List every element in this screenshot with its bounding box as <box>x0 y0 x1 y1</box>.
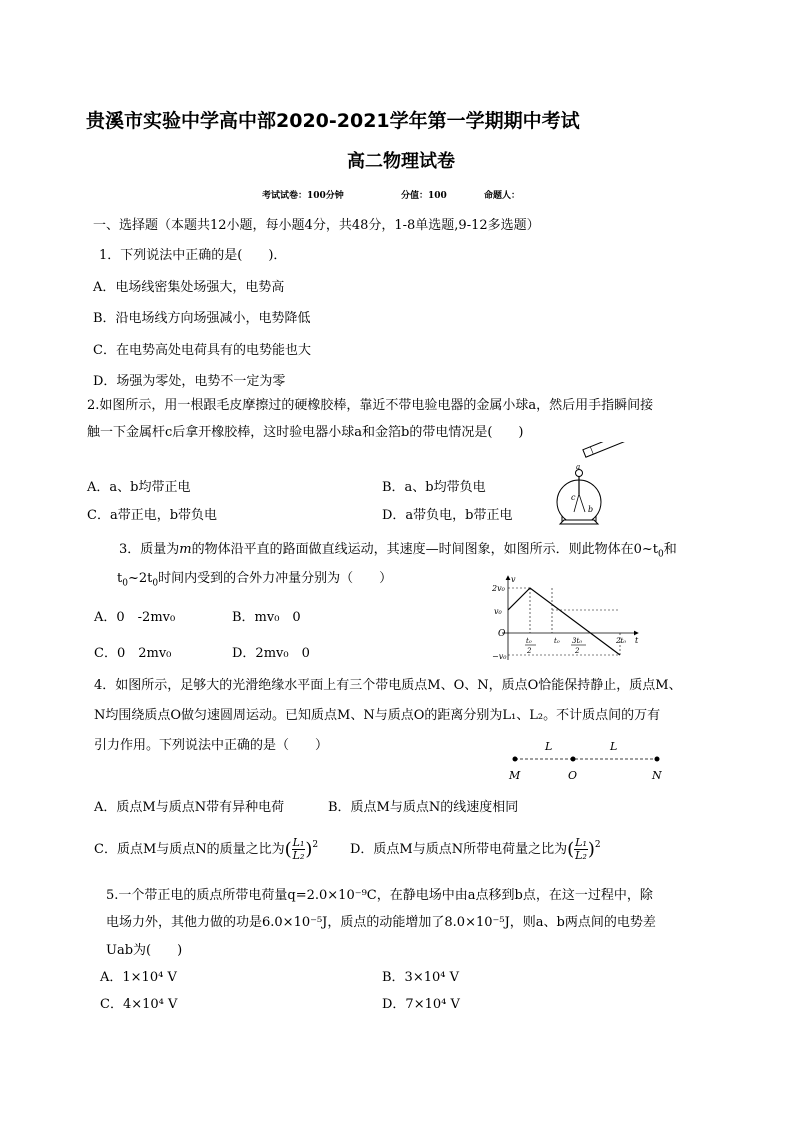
q5-option-c: C．4×10⁴ V <box>100 997 178 1012</box>
q2-option-b: B．a、b均带负电 <box>382 480 486 495</box>
origin-label: O <box>498 629 506 639</box>
label-O: O <box>568 769 578 782</box>
meta-author: 命题人： <box>484 191 521 201</box>
tick-t0: t₀ <box>554 637 560 645</box>
tick-2t0: 2t₀ <box>616 637 627 645</box>
label-c: c <box>571 493 576 502</box>
section-heading: 一、选择题（本题共12小题，每小题4分，共48分，1-8单选题,9-12多选题） <box>93 218 540 233</box>
label-N: N <box>652 769 662 782</box>
q4-line1: 4．如图所示，足够大的光滑绝缘水平面上有三个带电质点M、O、N，质点O恰能保持静止，质点M、 <box>94 678 682 693</box>
label-M: M <box>509 769 521 782</box>
q4-line2: N均围绕质点O做匀速圆周运动。已知质点M、N与质点O的距离分别为L₁、L₂。不计质点间的万有 <box>94 708 661 723</box>
tick-v0: v₀ <box>494 607 502 616</box>
rubber-rod <box>583 442 642 457</box>
q3-option-d: D．2mv₀ 0 <box>232 646 310 661</box>
q5-line1: 5.一个带正电的质点所带电荷量q=2.0×10⁻⁹C，在静电场中由a点移到b点，在这一过程中，除 <box>106 888 653 903</box>
t-axis-label: t <box>635 636 639 645</box>
mass-ratio-fraction: $\frac{\text{L₁}}{\text{L₂}}$ <box>292 836 305 862</box>
meta-time: 考试试卷：100分钟 <box>262 191 344 201</box>
q3-option-a: A．0 -2mv₀ <box>94 610 176 625</box>
jar-base <box>560 520 598 524</box>
q3-line1: 3．质量为m的物体沿平直的路面做直线运动，其速度—时间图象，如图所示．则此物体在$0\sim t_0$和 <box>119 542 677 560</box>
q2-line1: 2.如图所示，用一根跟毛皮摩擦过的硬橡胶棒，靠近不带电验电器的金属小球a，然后用手指瞬间接 <box>87 398 654 413</box>
q4-option-d: D．质点M与质点N所带电荷量之比为 ( $\frac{\text{L₁}}{\text{L₂}}$ ) $^2$ <box>350 836 601 862</box>
q1-stem: 1．下列说法中正确的是( )． <box>99 248 287 263</box>
q1-option-d: D．场强为零处，电势不一定为零 <box>93 374 286 389</box>
tick-t0-half-den: 2 <box>527 647 532 655</box>
label-L2: L <box>610 740 618 753</box>
label-L1: L <box>545 740 553 753</box>
q4-line3: 引力作用。下列说法中正确的是（ ） <box>94 738 329 753</box>
label-b: b <box>588 505 594 514</box>
q2-option-d: D．a带负电，b带正电 <box>382 508 513 523</box>
q5-option-b: B．3×10⁴ V <box>382 970 459 985</box>
q2-option-c: C．a带正电，b带负电 <box>87 508 218 523</box>
label-a: a <box>576 463 581 471</box>
tick-2v0: 2v₀ <box>492 584 505 593</box>
charges-figure <box>505 736 675 782</box>
tick-3t0-half-den: 2 <box>575 647 580 655</box>
q5-option-d: D．7×10⁴ V <box>382 997 460 1012</box>
q4-option-a: A．质点M与质点N带有异种电荷 <box>94 800 285 815</box>
q3-option-b: B．mv₀ 0 <box>232 610 301 625</box>
q4-option-b: B．质点M与质点N的线速度相同 <box>328 800 519 815</box>
q5-option-a: A．1×10⁴ V <box>100 970 177 985</box>
tick-3t0-half-num: 3t₀ <box>572 637 583 645</box>
v-axis-label: v <box>511 575 516 584</box>
meta-score: 分值：100 <box>401 191 447 201</box>
q3-option-c: C．0 2mv₀ <box>94 646 172 661</box>
q1-option-a: A．电场线密集处场强大，电势高 <box>93 280 285 295</box>
tick-neg-v0: −v₀ <box>492 652 507 661</box>
velocity-time-graph <box>486 572 646 664</box>
electroscope-figure <box>550 442 650 530</box>
q1-option-c: C．在电势高处电荷具有的电势能也大 <box>93 343 311 358</box>
point-M <box>513 757 518 762</box>
exam-title: 贵溪市实验中学高中部2020-2021学年第一学期期中考试 <box>86 110 580 132</box>
q1-option-b: B．沿电场线方向场强减小，电势降低 <box>93 311 311 326</box>
charge-ratio-fraction: $\frac{\text{L₁}}{\text{L₂}}$ <box>575 836 587 862</box>
exam-subtitle: 高二物理试卷 <box>347 151 455 172</box>
q2-line2: 触一下金属杆c后拿开橡胶棒，这时验电器小球a和金箔b的带电情况是( ) <box>87 425 524 440</box>
point-O <box>571 757 576 762</box>
q5-line2: 电场力外，其他力做的功是6.0×10⁻⁵J，质点的动能增加了8.0×10⁻⁵J，则a、b两点间的电势差 <box>106 915 656 930</box>
q3-line2: $t_0\sim 2t_0$时间内受到的合外力冲量分别为（ ） <box>117 571 393 589</box>
q2-option-a: A．a、b均带正电 <box>87 480 191 495</box>
velocity-line <box>508 588 620 655</box>
q4-option-c: C．质点M与质点N的质量之比为 ( $\frac{\text{L₁}}{\text{L₂}}$ ) $^2$ <box>94 836 319 862</box>
q5-line3: Uab为( ) <box>106 943 183 958</box>
tick-t0-half-num: t₀ <box>526 637 532 645</box>
point-N <box>655 757 660 762</box>
